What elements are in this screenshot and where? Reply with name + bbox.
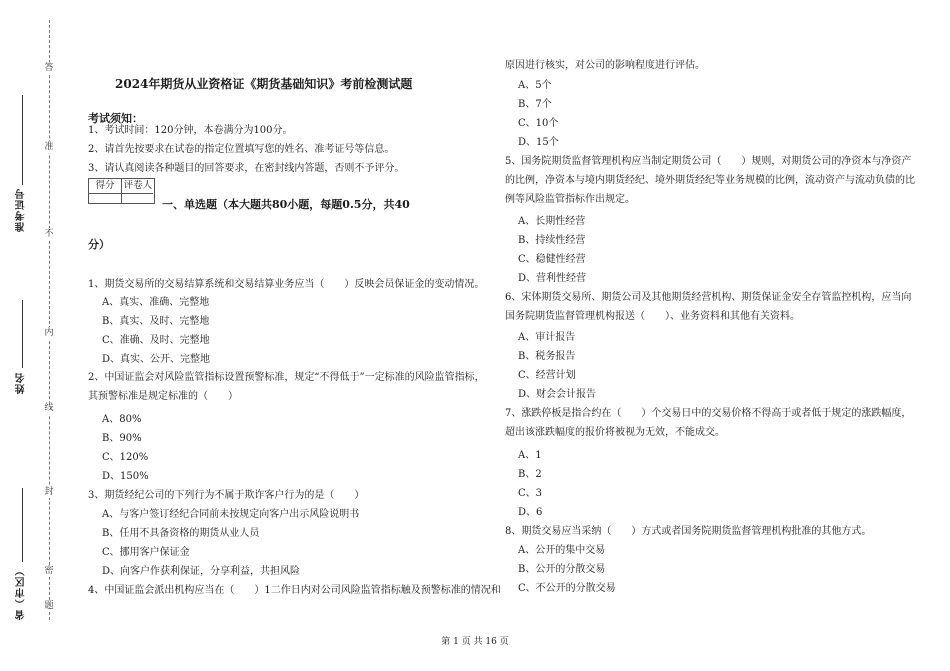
question-text: 国务院期货监督管理机构报送（ ）、业务资料和其他有关资料。: [505, 311, 800, 322]
question-text: 6、宋体期货交易所、期货公司及其他期货经营机构、期货保证金安全存管监控机构，应当向: [505, 292, 912, 303]
answer-option[interactable]: B、税务报告: [518, 351, 576, 362]
question-text: 的比例，净资本与境内期货经纪、境外期货经纪等业务规模的比例，流动资产与流动负债的比: [505, 175, 915, 186]
answer-option[interactable]: D、营利性经营: [518, 273, 587, 284]
answer-option[interactable]: B、7个: [518, 99, 552, 110]
answer-option[interactable]: A、长期性经营: [518, 216, 586, 227]
page-title: 2024年期货从业资格证《期货基础知识》考前检测试题: [115, 77, 413, 91]
notice-item: 1、考试时间：120分钟，本卷满分为100分。: [88, 125, 293, 136]
province-label: 省（市区）: [16, 565, 27, 620]
answer-option[interactable]: C、稳健性经营: [518, 254, 586, 265]
answer-option[interactable]: D、15个: [518, 137, 559, 148]
exam-number-label: 准考证号: [16, 188, 27, 232]
answer-option[interactable]: A、公开的集中交易: [518, 545, 606, 556]
exam-number-field[interactable]: [22, 95, 23, 185]
answer-option[interactable]: C、准确、及时、完整地: [102, 335, 210, 346]
question-text: 3、期货经纪公司的下列行为不属于欺诈客户行为的是（ ）: [88, 490, 365, 501]
answer-option[interactable]: B、持续性经营: [518, 235, 586, 246]
question-text: 其预警标准是规定标准的（ ）: [88, 391, 238, 402]
name-label: 姓名: [16, 372, 27, 394]
name-field[interactable]: [22, 300, 23, 368]
answer-option[interactable]: D、向客户作获利保证，分享利益，共担风险: [102, 566, 301, 577]
notice-item: 2、请首先按要求在试卷的指定位置填写您的姓名、准考证号等信息。: [88, 144, 395, 155]
answer-option[interactable]: C、120%: [102, 452, 149, 463]
question-text: 8、期货交易应当采纳（ ）方式或者国务院期货监督管理机构批准的其他方式。: [505, 526, 872, 537]
question-text: 例等风险监管指标作出规定。: [505, 194, 635, 205]
question-text: 5、国务院期货监督管理机构应当制定期货公司（ ）规则，对期货公司的净资本与净资产: [505, 156, 912, 167]
answer-option[interactable]: A、与客户签订经纪合同前未按规定向客户出示风险说明书: [102, 509, 360, 520]
answer-option[interactable]: D、6: [518, 507, 543, 518]
seal-char: 不: [42, 228, 56, 240]
answer-option[interactable]: C、3: [518, 488, 543, 499]
score-cell: 得分: [89, 179, 122, 203]
answer-option[interactable]: C、经营计划: [518, 370, 576, 381]
question-text: 原因进行核实，对公司的影响程度进行评估。: [505, 60, 705, 71]
question-text: 1、期货交易所的交易结算系统和交易结算业务应当（ ）反映会员保证金的变动情况。: [88, 279, 485, 290]
answer-option[interactable]: D、财会会计报告: [518, 389, 597, 400]
answer-option[interactable]: A、1: [518, 450, 542, 461]
seal-char: 封: [42, 486, 56, 498]
answer-option[interactable]: A、5个: [518, 80, 552, 91]
score-box-blank-row[interactable]: [88, 193, 153, 204]
answer-option[interactable]: A、80%: [102, 414, 142, 425]
seal-dashed-line: [49, 20, 50, 620]
answer-option[interactable]: D、真实、公开、完整地: [102, 354, 211, 365]
answer-option[interactable]: B、任用不具备资格的期货从业人员: [102, 528, 260, 539]
answer-option[interactable]: B、公开的分散交易: [518, 564, 606, 575]
seal-char: 线: [42, 402, 56, 414]
question-text: 7、涨跌停板是指合约在（ ）个交易日中的交易价格不得高于或者低于规定的涨跌幅度，: [505, 408, 912, 419]
answer-option[interactable]: C、不公开的分散交易: [518, 583, 616, 594]
answer-option[interactable]: A、审计报告: [518, 332, 576, 343]
answer-option[interactable]: A、真实、准确、完整地: [102, 297, 210, 308]
question-text: 4、中国证监会派出机构应当在（ ）1二作日内对公司风险监管指标触及预警标准的情况和: [88, 585, 501, 596]
binding-strip: [0, 0, 70, 671]
answer-option[interactable]: B、2: [518, 469, 542, 480]
section-title-cont: 分）: [88, 238, 110, 251]
answer-option[interactable]: C、10个: [518, 118, 559, 129]
answer-option[interactable]: C、挪用客户保证金: [102, 547, 190, 558]
answer-option[interactable]: D、150%: [102, 471, 149, 482]
section-title: 一、单选题（本大题共80小题，每题0.5分，共40: [162, 198, 410, 211]
answer-option[interactable]: B、真实、及时、完整地: [102, 316, 210, 327]
seal-char: 题: [42, 600, 56, 612]
seal-char: 内: [42, 327, 56, 339]
seal-char: 准: [42, 141, 56, 153]
question-text: 超出该涨跌幅度的报价将被视为无效，不能成交。: [505, 427, 725, 438]
question-text: 2、中国证监会对风险监管指标设置预警标准，规定“不得低于”一定标准的风险监管指标，: [88, 372, 485, 383]
answer-option[interactable]: B、90%: [102, 433, 142, 444]
province-field[interactable]: [22, 488, 23, 562]
grader-cell: 评卷人: [123, 180, 153, 191]
seal-char: 答: [42, 62, 56, 74]
seal-char: 密: [42, 565, 56, 577]
notice-item: 3、请认真阅读各种题目的回答要求，在密封线内答题，否则不予评分。: [88, 163, 405, 174]
notice-heading: 考试须知：: [88, 112, 143, 125]
page-footer: 第 1 页 共 16 页: [441, 637, 509, 647]
